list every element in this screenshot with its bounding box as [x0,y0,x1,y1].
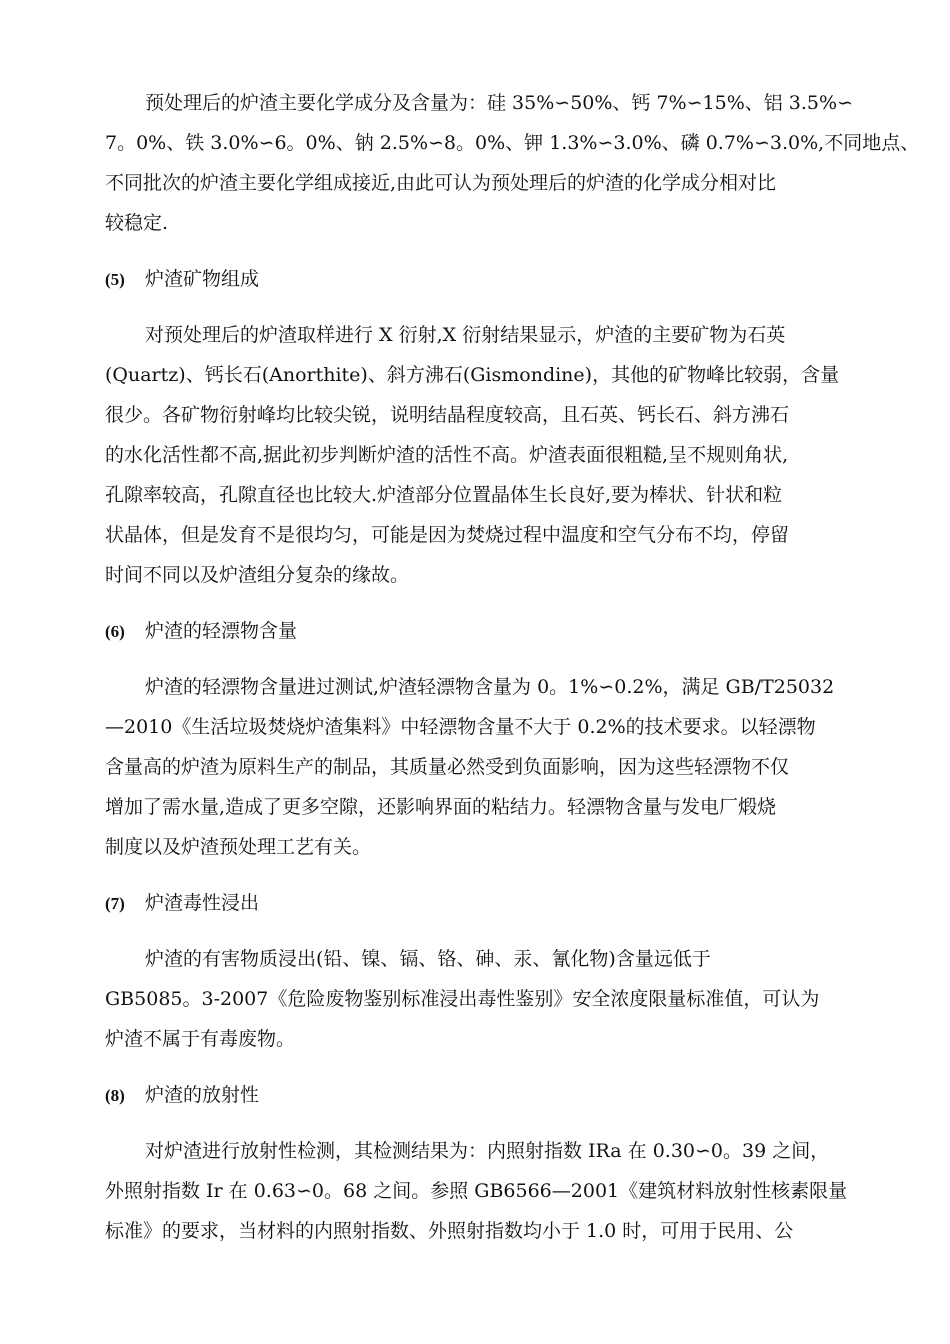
paragraph-line: 对炉渣进行放射性检测，其检测结果为：内照射指数 IRa 在 0.30∽0。39 之间， [145,1140,830,1162]
paragraph-line: 含量高的炉渣为原料生产的制品，其质量必然受到负面影响，因为这些轻漂物不仅 [105,756,790,778]
paragraph-line: 预处理后的炉渣主要化学成分及含量为：硅 35%∽50%、钙 7%∽15%、铝 3.5%∽ [145,92,853,114]
paragraph-line: 标准》的要求，当材料的内照射指数、外照射指数均小于 1.0 时，可用于民用、公 [105,1220,794,1242]
paragraph-line: —2010《生活垃圾焚烧炉渣集料》中轻漂物含量不大于 0.2%的技术要求。以轻漂物 [105,716,816,738]
section-heading [105,1086,259,1105]
paragraph-line: 较稳定. [105,212,169,234]
paragraph-line: GB5085。3-2007《危险废物鉴别标准浸出毒性鉴别》安全浓度限量标准值，可认为 [105,988,820,1010]
section-number: (7) [105,894,125,913]
paragraph-line: 外照射指数 Ir 在 0.63∽0。68 之间。参照 GB6566—2001《建筑材料放射性核素限量 [105,1180,848,1202]
paragraph-line: 7。0%、铁 3.0%∽6。0%、钠 2.5%∽8。0%、钾 1.3%∽3.0%、磷 0.7%∽3.0%,不同地点、 [105,132,920,154]
section-number: (5) [105,270,125,289]
section-title: 炉渣的轻漂物含量 [145,620,298,642]
paragraph-line: 不同批次的炉渣主要化学组成接近,由此可认为预处理后的炉渣的化学成分相对比 [105,172,777,194]
section-heading [105,270,259,289]
section-title: 炉渣的放射性 [145,1084,260,1106]
section-number: (6) [105,622,125,641]
paragraph-line: 对预处理后的炉渣取样进行 X 衍射,X 衍射结果显示，炉渣的主要矿物为石英 [145,324,786,346]
paragraph-line: 炉渣的有害物质浸出(铅、镍、镉、铬、砷、汞、氰化物)含量远低于 [145,948,711,970]
paragraph-line: 的水化活性都不高,据此初步判断炉渣的活性不高。炉渣表面很粗糙,呈不规则角状, [105,444,789,466]
section-heading [105,894,259,913]
paragraph-line: 状晶体，但是发育不是很均匀，可能是因为焚烧过程中温度和空气分布不均，停留 [105,524,790,546]
paragraph-line: 很少。各矿物衍射峰均比较尖锐，说明结晶程度较高，且石英、钙长石、斜方沸石 [105,404,790,426]
section-heading [105,622,297,641]
paragraph-line: (Quartz)、钙长石(Anorthite)、斜方沸石(Gismondine)，其他的矿物峰比较弱，含量 [105,364,840,386]
paragraph-line: 增加了需水量,造成了更多空隙，还影响界面的粘结力。轻漂物含量与发电厂煅烧 [105,796,777,818]
paragraph-line: 时间不同以及炉渣组分复杂的缘故。 [105,564,410,586]
paragraph-line: 制度以及炉渣预处理工艺有关。 [105,836,372,858]
paragraph-line: 炉渣的轻漂物含量进过测试,炉渣轻漂物含量为 0。1%∽0.2%，满足 GB/T25032 [145,676,835,698]
paragraph-line: 炉渣不属于有毒废物。 [105,1028,296,1050]
section-title: 炉渣毒性浸出 [145,892,260,914]
paragraph-line: 孔隙率较高，孔隙直径也比较大.炉渣部分位置晶体生长良好,要为棒状、针状和粒 [105,484,783,506]
section-title: 炉渣矿物组成 [145,268,260,290]
section-number: (8) [105,1086,125,1105]
